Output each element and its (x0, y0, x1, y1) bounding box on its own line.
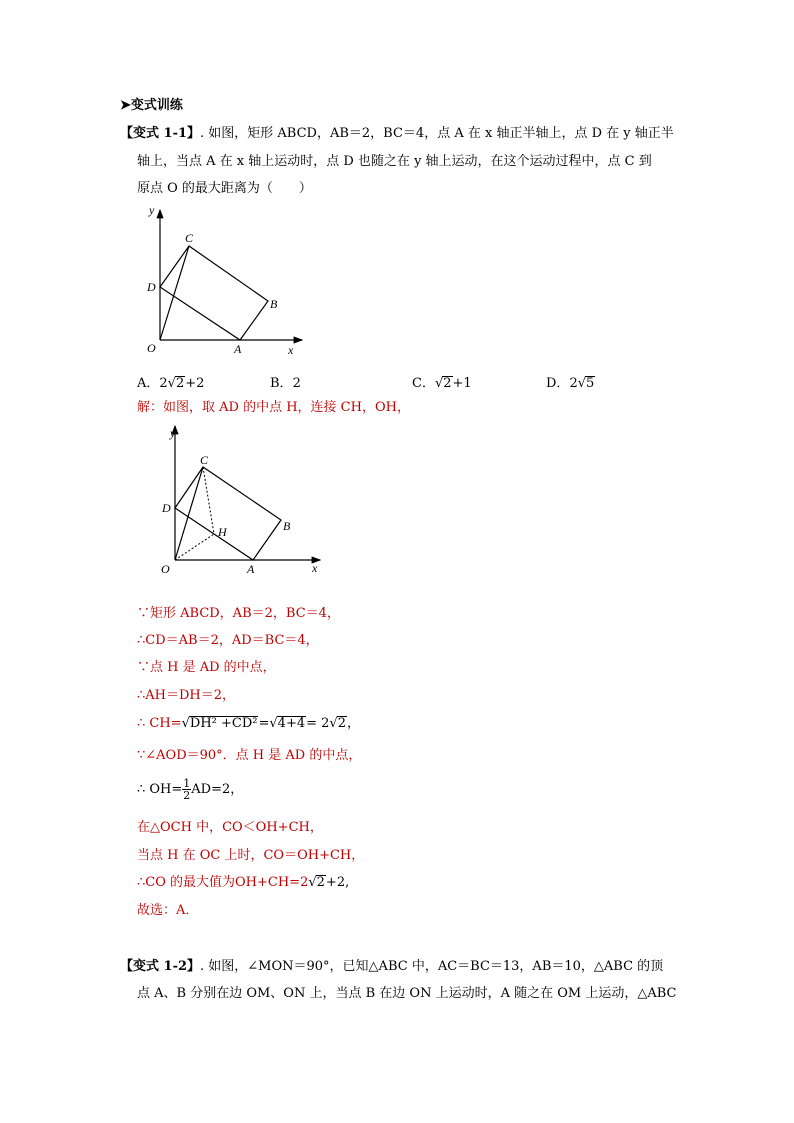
option-b-value: 2 (292, 376, 301, 391)
solution-step-2: ∴CD＝AB＝2，AD＝BC＝4， (137, 633, 319, 648)
rectangle-abcd (160, 246, 268, 340)
option-c-label: C． (412, 376, 435, 391)
option-d[interactable]: D．2√5 (546, 376, 595, 391)
segment-oc (160, 246, 189, 340)
segment-ch (203, 467, 214, 534)
question-1-2-text: . 如图，∠MON＝90°，已知△ABC 中，AC＝BC＝13，AB＝10，△ABC 的顶 (200, 959, 664, 974)
option-b[interactable] (270, 372, 301, 391)
step-5-end: ， (346, 716, 360, 731)
solution-step-3: ∵点 H 是 AD 的中点， (137, 660, 276, 675)
label-d: D (162, 501, 171, 515)
step-10-prefix: ∴CO 的最大值为OH+CH=2 (137, 875, 309, 890)
step-5-radicand-2: 4+4 (277, 716, 306, 731)
question-1-2-line2: 点 A、B 分别在边 OM、ON 上，当点 B 在边 ON 上运动时，A 随之在 OM 上运动，△ABC (137, 986, 677, 1001)
question-1-2-label: 【变式 1-2】 (120, 959, 201, 974)
rectangle-abcd (175, 467, 281, 560)
fraction-denominator: 2 (183, 789, 191, 802)
label-b: B (283, 519, 291, 533)
step-5-equals-2: = 2 (306, 716, 330, 731)
option-d-radicand: 5 (586, 376, 595, 391)
option-d-coef: 2 (569, 376, 578, 391)
question-1-1-text: . 如图，矩形 ABCD，AB＝2，BC＝4，点 A 在 x 轴正半轴上，点 D 在 y 轴正半 (200, 126, 674, 141)
question-figure (130, 200, 320, 360)
question-1-1-label: 【变式 1-1】 (120, 126, 201, 141)
step-10-suffix: +2, (325, 875, 350, 890)
step-5-radicand-3: 2 (337, 716, 346, 731)
step-5-equals: = (258, 716, 270, 731)
option-c[interactable]: C．√2+1 (412, 376, 472, 391)
fraction-half (182, 778, 191, 801)
label-a: A (247, 562, 255, 576)
solution-step-9: 当点 H 在 OC 上时，CO＝OH+CH， (137, 848, 365, 863)
label-y: y (149, 203, 155, 217)
question-1-1-line3: 原点 O 的最大距离为（ ） (137, 181, 312, 196)
solution-step-1: ∵矩形 ABCD，AB＝2，BC＝4， (137, 606, 340, 621)
step-7-prefix: ∴ OH= (137, 782, 183, 797)
label-a: A (234, 342, 242, 356)
label-h: H (218, 525, 227, 539)
solution-answer: 故选：A． (137, 903, 199, 918)
option-a-tail: +2 (185, 376, 205, 391)
label-o: O (161, 562, 170, 576)
question-1-1-line1 (120, 126, 674, 142)
label-c: C (185, 231, 194, 245)
label-d: D (147, 280, 156, 294)
step-5-prefix: ∴ CH= (137, 716, 182, 731)
segment-oc (175, 467, 203, 560)
question-1-1-line2: 轴上，当点 A 在 x 轴上运动时，点 D 也随之在 y 轴上运动，在这个运动过程中，点 C 到 (137, 154, 652, 169)
solution-step-6: ∵∠AOD＝90°．点 H 是 AD 的中点， (137, 748, 362, 763)
label-b: B (270, 297, 278, 311)
step-10-radicand: 2 (316, 875, 325, 890)
option-d-label: D． (546, 376, 570, 391)
label-o: O (147, 341, 156, 355)
question-1-2-line1 (120, 959, 663, 975)
solution-step-4: ∴AH＝DH＝2， (137, 688, 236, 703)
step-7-suffix: AD=2， (191, 782, 244, 797)
solution-intro: 解：如图，取 AD 的中点 H，连接 CH，OH， (137, 400, 410, 415)
option-a[interactable]: A．2√2+2 (137, 376, 205, 391)
segment-oh (175, 534, 214, 560)
option-a-radicand: 2 (175, 376, 185, 391)
solution-step-7 (137, 778, 243, 801)
option-c-radicand: 2 (443, 376, 452, 391)
label-c: C (200, 453, 209, 467)
fraction-numerator: 1 (183, 777, 191, 790)
label-x: x (312, 561, 318, 575)
section-heading: ➤变式训练 (120, 98, 183, 113)
label-y: y (170, 426, 176, 440)
solution-step-8: 在△OCH 中，CO＜OH+CH， (137, 820, 323, 835)
option-b-label: B． (270, 376, 293, 391)
option-a-coef: 2 (159, 376, 168, 391)
option-a-label: A． (137, 376, 160, 391)
solution-figure (150, 420, 335, 580)
solution-step-10: ∴CO 的最大值为OH+CH=2√2+2, (137, 875, 350, 890)
option-c-tail: +1 (452, 376, 472, 391)
solution-step-5: ∴ CH=√DH² +CD²=√4+4= 2√2， (137, 716, 360, 731)
label-x: x (288, 343, 294, 357)
step-5-radicand: DH² +CD² (189, 716, 258, 731)
